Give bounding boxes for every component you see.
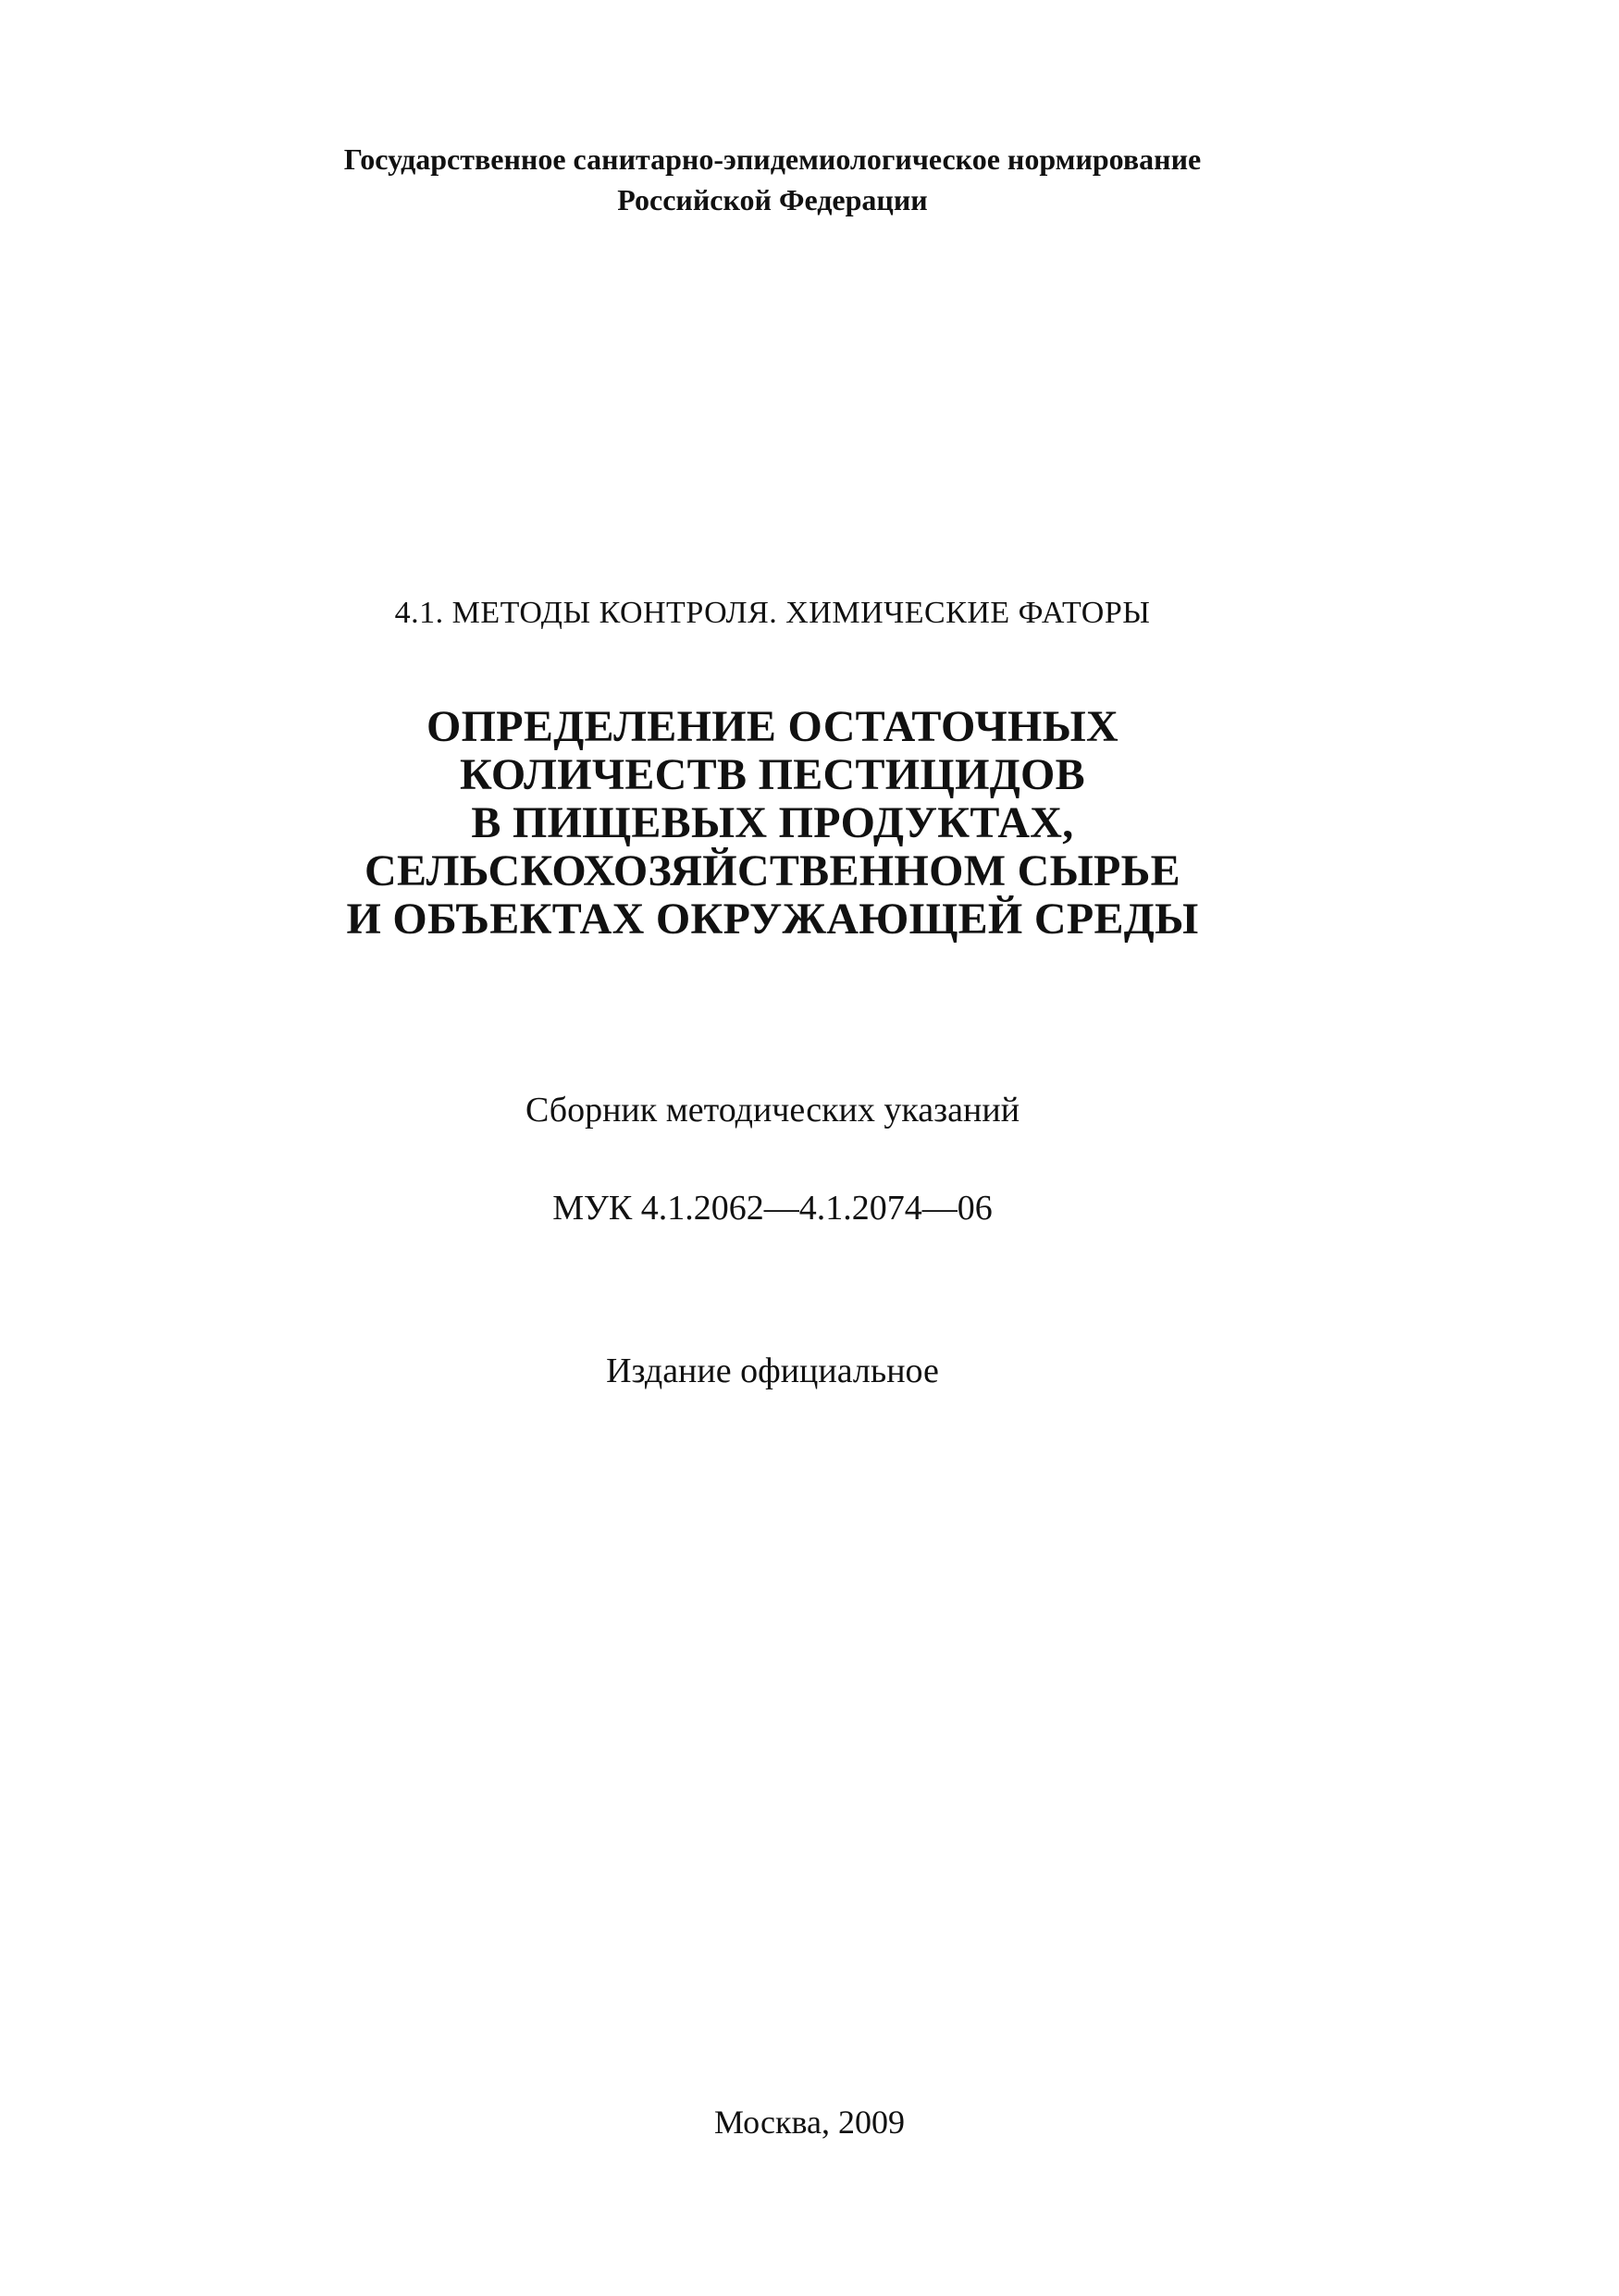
title-line-5: И ОБЪЕКТАХ ОКРУЖАЮЩЕЙ СРЕДЫ bbox=[346, 895, 1199, 944]
collection-label: Сборник методических указаний bbox=[525, 1091, 1020, 1129]
title-line-4: СЕЛЬСКОХОЗЯЙСТВЕННОМ СЫРЬЕ bbox=[365, 846, 1180, 895]
title-line-3: В ПИЩЕВЫХ ПРОДУКТАХ, bbox=[471, 798, 1074, 847]
document-code: МУК 4.1.2062—4.1.2074—06 bbox=[552, 1189, 993, 1228]
issuing-authority bbox=[0, 139, 1545, 220]
document-title bbox=[0, 703, 1545, 944]
title-line-2: КОЛИЧЕСТВ ПЕСТИЦИДОВ bbox=[459, 750, 1085, 799]
title-line-1: ОПРЕДЕЛЕНИЕ ОСТАТОЧНЫХ bbox=[426, 702, 1119, 751]
imprint-place-year: Москва, 2009 bbox=[714, 2104, 905, 2141]
authority-line-1: Государственное санитарно-эпидемиологическое нормирование bbox=[343, 142, 1202, 176]
authority-line-2: Российской Федерации bbox=[617, 183, 928, 216]
series-heading: 4.1. МЕТОДЫ КОНТРОЛЯ. ХИМИЧЕСКИЕ ФАТОРЫ bbox=[394, 596, 1151, 630]
edition-label: Издание официальное bbox=[606, 1352, 939, 1390]
